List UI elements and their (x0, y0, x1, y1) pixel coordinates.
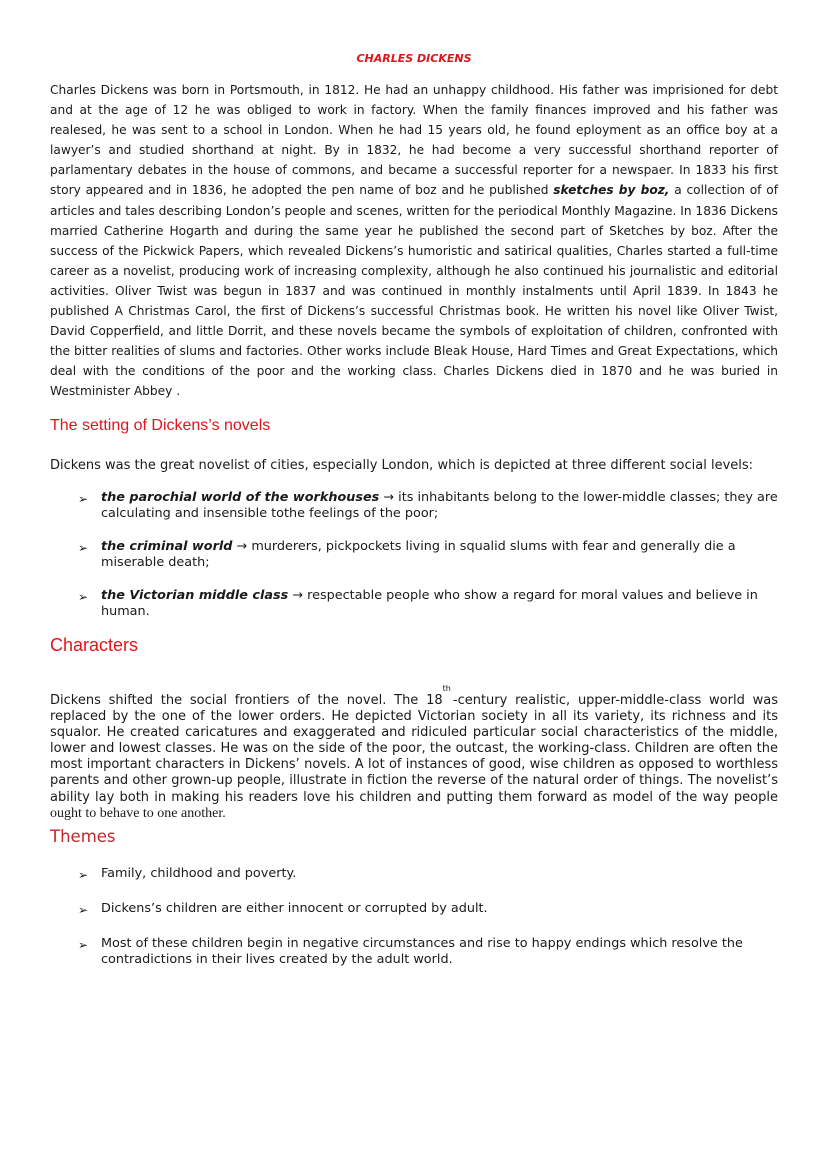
characters-paragraph (50, 681, 778, 822)
biography-text-end: a collection of of articles and tales describing London’s people and scenes, written for the periodical Monthly Magazine. In 1836 Dickens married Catherine Hogarth and during the same year he published the second part of Sketches by boz. After the success of the Pickwick Papers, which revealed Dickens’s humoristic and satirical qualities, Charles started a full-time career as a novelist, producing work of increasing complexity, although he also continued his journalistic and editorial activities. Oliver Twist was begun in 1837 and was continued in monthly instalments until April 1839. In 1843 he published A Christmas Carol, the first of Dickens’s successful Christmas book. He written his novel like Oliver Twist, David Copperfield, and little Dorrit, and these novels became the symbols of exploitation of children, confronted with the bitter realities of slums and factories. Other works include Bleak House, Hard Times and Great Expectations, which deal with the conditions of the poor and the working class. Charles Dickens died in 1870 and he was buried in Westminister Abbey . (50, 183, 779, 399)
themes-list (78, 866, 778, 987)
arrowhead-bullet-icon: ➢ (78, 868, 89, 882)
biography-paragraph (50, 80, 778, 402)
biography-emphasis: sketches by boz, (553, 183, 670, 198)
arrowhead-bullet-icon: ➢ (78, 541, 89, 555)
setting-intro: Dickens was the great novelist of cities, especially London, which is depicted at three different social levels: (50, 458, 754, 473)
right-arrow-icon: → (236, 539, 248, 554)
list-item (78, 936, 778, 968)
list-item (78, 490, 778, 522)
characters-text-body: -century realistic, upper-middle-class world was replaced by the one of the lower orders. He depicted Victorian society in all its variety, its richness and its squalor. He created caricatures and exaggerated and ridiculed particular social characteristics of the middle, lower and lowest classes. He was on the side of the poor, the outcast, the working-class. Children are often the most important characters in Dickens’ novels. A lot of instances of good, wise children as opposed to worthless parents and other grown-up people, illustrate in fiction the reverse of the natural order of things. The novelist’s ability lay both in making his readers love his children and putting them forward as model of the way people (50, 693, 779, 805)
setting-heading: The setting of Dickens’s novels (50, 417, 271, 434)
setting-description: murderers, pickpockets living in squalid slums with fear and generally die a miserable death; (101, 539, 736, 570)
setting-list (78, 490, 778, 637)
list-item (78, 539, 778, 571)
setting-term: the parochial world of the workhouses (101, 490, 380, 505)
ordinal-superscript: th (442, 684, 451, 693)
list-item (78, 866, 778, 882)
right-arrow-icon: → (383, 490, 395, 505)
setting-description: its inhabitants belong to the lower-middle classes; they are calculating and insensible tothe feelings of the poor; (101, 490, 778, 521)
arrowhead-bullet-icon: ➢ (78, 903, 89, 917)
theme-text: Most of these children begin in negative circumstances and rise to happy endings which resolve the contradictions in their lives created by the adult world. (101, 936, 743, 967)
arrowhead-bullet-icon: ➢ (78, 938, 89, 952)
arrowhead-bullet-icon: ➢ (78, 590, 89, 604)
list-item (78, 901, 778, 917)
characters-text-end: ought to behave to one another. (50, 805, 226, 821)
theme-text: Family, childhood and poverty. (101, 866, 297, 881)
characters-heading: Characters (50, 635, 139, 655)
theme-text: Dickens’s children are either innocent or corrupted by adult. (101, 901, 488, 916)
setting-term: the Victorian middle class (101, 588, 289, 603)
setting-term: the criminal world (101, 539, 233, 554)
document-title: CHARLES DICKENS (356, 52, 472, 65)
characters-text-start: Dickens shifted the social frontiers of the novel. The 18 (50, 693, 443, 708)
themes-heading: Themes (50, 827, 116, 846)
arrowhead-bullet-icon: ➢ (78, 492, 89, 506)
list-item (78, 588, 778, 620)
setting-description: respectable people who show a regard for moral values and believe in human. (101, 588, 758, 619)
biography-text-start: Charles Dickens was born in Portsmouth, in 1812. He had an unhappy childhood. His father was imprisioned for debt and at the age of 12 he was obliged to work in factory. When the family finances improved and his father was realesed, he was sent to a school in London. When he had 15 years old, he found eployment as an office boy at a lawyer’s and studied shorthand at night. By in 1832, he had become a very successful shorthand reporter of parlamentary debates in the house of commons, and became a successful reporter for a newspaer. In 1833 his first story appeared and in 1836, he adopted the pen name of boz and he published (50, 83, 778, 198)
right-arrow-icon: → (292, 588, 304, 603)
